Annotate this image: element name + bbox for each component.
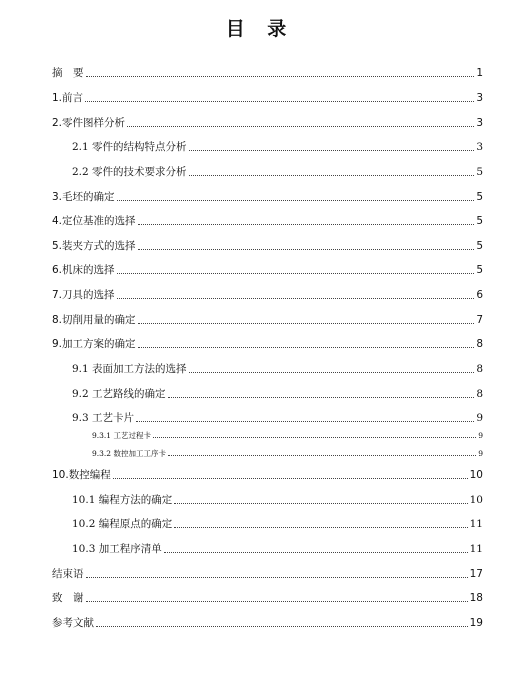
toc-entry-label: 10.1 编程方法的确定 xyxy=(72,494,173,506)
toc-leader-dots xyxy=(138,346,475,348)
toc-entry[interactable] xyxy=(52,618,483,629)
toc-entry-label: 9.2 工艺路线的确定 xyxy=(72,388,166,400)
toc-leader-dots xyxy=(117,199,475,201)
toc-entry-page: 8 xyxy=(476,338,483,350)
toc-entry-label: 9.3.2 数控加工工序卡 xyxy=(92,449,166,458)
toc-entry[interactable] xyxy=(52,569,483,580)
toc-entry-label: 9.3.1 工艺过程卡 xyxy=(92,431,151,440)
toc-entry-page: 9 xyxy=(476,412,483,424)
toc-entry-label: 6.机床的选择 xyxy=(52,264,115,276)
toc-leader-dots xyxy=(174,526,467,528)
toc-entry-page: 1 xyxy=(476,67,483,79)
toc-entry-label: 2.零件图样分析 xyxy=(52,117,126,129)
toc-leader-dots xyxy=(168,396,475,398)
toc-entry-page: 5 xyxy=(476,215,483,227)
toc-entry-page: 19 xyxy=(469,617,483,629)
toc-entry[interactable] xyxy=(52,93,483,104)
toc-leader-dots xyxy=(189,149,475,151)
toc-entry[interactable] xyxy=(72,413,483,424)
toc-entry[interactable] xyxy=(52,470,483,481)
toc-leader-dots xyxy=(164,551,468,553)
toc-entry-label: 1.前言 xyxy=(52,92,84,104)
toc-entry[interactable] xyxy=(52,315,483,326)
toc-entry-page: 5 xyxy=(476,264,483,276)
toc-entry-label: 2.1 零件的结构特点分析 xyxy=(72,141,187,153)
toc-entry-label: 7.刀具的选择 xyxy=(52,289,115,301)
toc-title: 目 录 xyxy=(225,18,295,40)
toc-leader-dots xyxy=(153,436,476,438)
toc-entry[interactable] xyxy=(92,432,483,440)
toc-entry-page: 11 xyxy=(469,518,483,530)
toc-entry-label: 结束语 xyxy=(52,568,84,580)
toc-leader-dots xyxy=(138,248,475,250)
toc-leader-dots xyxy=(136,420,474,422)
toc-entry-page: 3 xyxy=(476,141,483,153)
toc-entry-label: 4.定位基准的选择 xyxy=(52,215,136,227)
toc-leader-dots xyxy=(85,100,474,102)
toc-entry-label: 9.加工方案的确定 xyxy=(52,338,136,350)
toc-entry[interactable] xyxy=(52,290,483,301)
toc-entry-label: 10.3 加工程序清单 xyxy=(72,543,162,555)
toc-leader-dots xyxy=(189,174,475,176)
toc-leader-dots xyxy=(96,625,468,627)
toc-entry-page: 17 xyxy=(469,568,483,580)
toc-entry-label: 致 谢 xyxy=(52,592,84,604)
toc-entry-page: 5 xyxy=(476,191,483,203)
toc-leader-dots xyxy=(86,600,468,602)
toc-entry-label: 参考文献 xyxy=(52,617,94,629)
toc-entry[interactable] xyxy=(72,389,483,400)
toc-entry-page: 10 xyxy=(469,494,483,506)
toc-entry-page: 3 xyxy=(476,117,483,129)
toc-entry[interactable] xyxy=(52,68,483,79)
toc-entry-page: 8 xyxy=(476,363,483,375)
toc-entry-label: 摘 要 xyxy=(52,67,84,79)
toc-leader-dots xyxy=(138,223,475,225)
toc-entry[interactable] xyxy=(72,167,483,178)
toc-leader-dots xyxy=(127,125,474,127)
toc-leader-dots xyxy=(138,322,475,324)
toc-entry-page: 7 xyxy=(476,314,483,326)
toc-entry-page: 6 xyxy=(476,289,483,301)
toc-entry[interactable] xyxy=(52,192,483,203)
toc-entry[interactable] xyxy=(52,216,483,227)
toc-entry-page: 9 xyxy=(478,449,483,458)
toc-entry-label: 9.1 表面加工方法的选择 xyxy=(72,363,187,375)
toc-entry-label: 9.3 工艺卡片 xyxy=(72,412,135,424)
toc-entry-page: 5 xyxy=(476,240,483,252)
toc-entry-label: 2.2 零件的技术要求分析 xyxy=(72,166,187,178)
toc-entry-page: 10 xyxy=(469,469,483,481)
toc-entry[interactable] xyxy=(72,495,483,506)
toc-entry[interactable] xyxy=(52,241,483,252)
toc-leader-dots xyxy=(117,297,475,299)
toc-entry[interactable] xyxy=(72,544,483,555)
toc-leader-dots xyxy=(174,502,467,504)
toc-entry-label: 10.2 编程原点的确定 xyxy=(72,518,173,530)
toc-leader-dots xyxy=(86,576,468,578)
toc-entry[interactable] xyxy=(52,118,483,129)
toc-entry[interactable] xyxy=(72,519,483,530)
toc-entry-label: 5.装夹方式的选择 xyxy=(52,240,136,252)
toc-entry-page: 3 xyxy=(476,92,483,104)
toc-leader-dots xyxy=(168,454,476,456)
toc-entry-page: 5 xyxy=(476,166,483,178)
toc-entry-label: 10.数控编程 xyxy=(52,469,111,481)
toc-entry[interactable] xyxy=(52,339,483,350)
toc-entry-label: 8.切削用量的确定 xyxy=(52,314,136,326)
toc-entry-label: 3.毛坯的确定 xyxy=(52,191,115,203)
toc-entry-page: 8 xyxy=(476,388,483,400)
toc-entry-page: 18 xyxy=(469,592,483,604)
toc-leader-dots xyxy=(189,371,475,373)
toc-leader-dots xyxy=(117,272,475,274)
toc-entry[interactable] xyxy=(72,142,483,153)
toc-leader-dots xyxy=(86,75,475,77)
toc-entry[interactable] xyxy=(52,593,483,604)
toc-entry[interactable] xyxy=(92,450,483,458)
toc-entry-page: 11 xyxy=(469,543,483,555)
toc-entry[interactable] xyxy=(72,364,483,375)
toc-leader-dots xyxy=(113,477,468,479)
toc-entry-page: 9 xyxy=(478,431,483,440)
toc-entry[interactable] xyxy=(52,265,483,276)
